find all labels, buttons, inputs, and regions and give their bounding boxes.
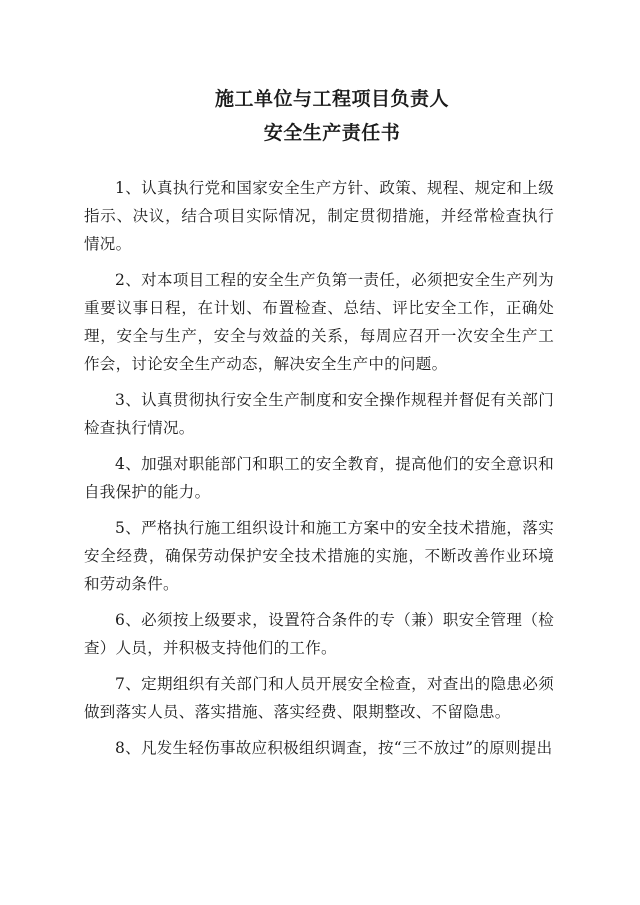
clause-6: 6、必须按上级要求，设置符合条件的专（兼）职安全管理（检查）人员，并积极支持他们的工作。 — [84, 611, 554, 657]
clause-7: 7、定期组织有关部门和人员开展安全检查，对查出的隐患必须做到落实人员、落实措施、落实经费、限期整改、不留隐患。 — [84, 675, 554, 721]
clause-4: 4、加强对职能部门和职工的安全教育，提高他们的安全意识和自我保护的能力。 — [84, 455, 554, 501]
clause-2: 2、对本项目工程的安全生产负第一责任，必须把安全生产列为重要议事日程，在计划、布置检查、总结、评比安全工作，正确处理，安全与生产，安全与效益的关系，每周应召开一次安全生产工作会，讨论安全生产动态，解决安全生产中的问题。 — [84, 271, 554, 373]
clause-5: 5、严格执行施工组织设计和施工方案中的安全技术措施，落实安全经费，确保劳动保护安全技术措施的实施，不断改善作业环境和劳动条件。 — [84, 519, 554, 593]
clause-3: 3、认真贯彻执行安全生产制度和安全操作规程并督促有关部门检查执行情况。 — [84, 391, 554, 437]
clause-1: 1、认真执行党和国家安全生产方针、政策、规程、规定和上级指示、决议，结合项目实际情况，制定贯彻措施，并经常检查执行情况。 — [84, 179, 554, 253]
document-title: 施工单位与工程项目负责人 — [214, 88, 449, 110]
clause-8: 8、凡发生轻伤事故应积极组织调查，按“三不放过”的原则提出 — [115, 739, 553, 757]
document-body — [84, 174, 554, 770]
document-subtitle: 安全生产责任书 — [263, 122, 401, 144]
